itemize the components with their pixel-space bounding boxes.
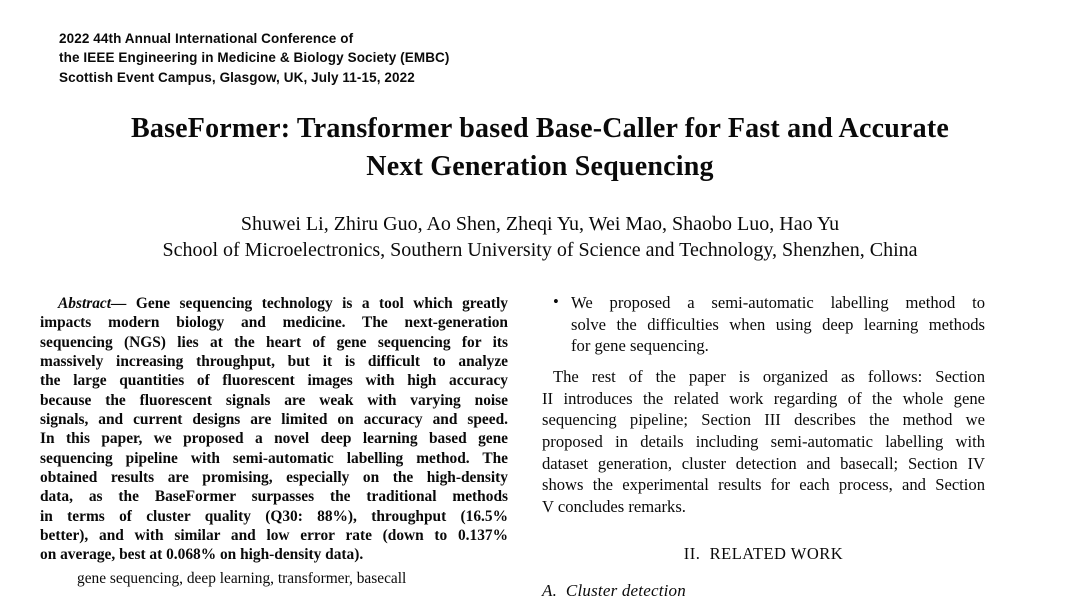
authors-line: Shuwei Li, Zhiru Guo, Ao Shen, Zheqi Yu, Wei Mao, Shaobo Luo, Hao Yu [240, 213, 840, 235]
contribution-bullet-lines: We proposed a semi-automatic labelling method to solve the difficulties when using deep learning methods for gene sequencing. [571, 293, 985, 356]
right-column [542, 292, 985, 602]
abstract-label: Abstract— [58, 295, 127, 312]
paper-organization-paragraph: The rest of the paper is organized as follows: Section II introduces the related work regarding of the whole gene sequencing pipeline; Section III describes the method we proposed in details including semi-automatic labelling with dataset generation, cluster detection and basecall; Section IV shows the experimental results for each process, and Section V concludes remarks. [542, 366, 985, 516]
abstract-body-lines: impacts modern biology and medicine. The next-generation sequencing (NGS) lies at the heart of gene sequencing for its massively increasing throughput, but it is difficult to analyze the large quantities of fluorescent images with high accuracy because the fluorescent signals are weak with varying noise signals, and current designs are limited on accuracy and speed. In this paper, we proposed a novel deep learning based gene sequencing pipeline with semi-automatic labelling method. The obtained results are promising, especially on the high-density data, as the BaseFormer surpasses the traditional methods in terms of cluster quality (Q30: 88%), throughput (16.5% better), and with similar and low error rate (down to 0.137% on average, best at 0.068% on high-density data). [40, 314, 508, 564]
abstract-first-line [40, 294, 508, 313]
contribution-bullet-item [542, 292, 985, 357]
paper-title: BaseFormer: Transformer based Base-Caller for Fast and Accurate Next Generation Sequencing [131, 113, 949, 182]
abstract-first-line-text: Gene sequencing technology is a tool which greatly [126, 295, 508, 312]
keywords-line: gene sequencing, deep learning, transformer, basecall [77, 569, 407, 587]
abstract-paragraph [40, 294, 508, 565]
left-column [40, 294, 508, 588]
subsection-heading-cluster-detection: A. Cluster detection [542, 581, 686, 601]
section-heading-related-work: II. RELATED WORK [683, 543, 844, 563]
conference-header: 2022 44th Annual International Conference of the IEEE Engineering in Medicine & Biology Society (EMBC) Scottish Event Campus, Glasgow, UK, July 11-15, 2022 [59, 31, 450, 85]
bullet-icon: • [553, 292, 559, 311]
affiliation-line: School of Microelectronics, Southern University of Science and Technology, Shenzhen, China [162, 239, 918, 261]
